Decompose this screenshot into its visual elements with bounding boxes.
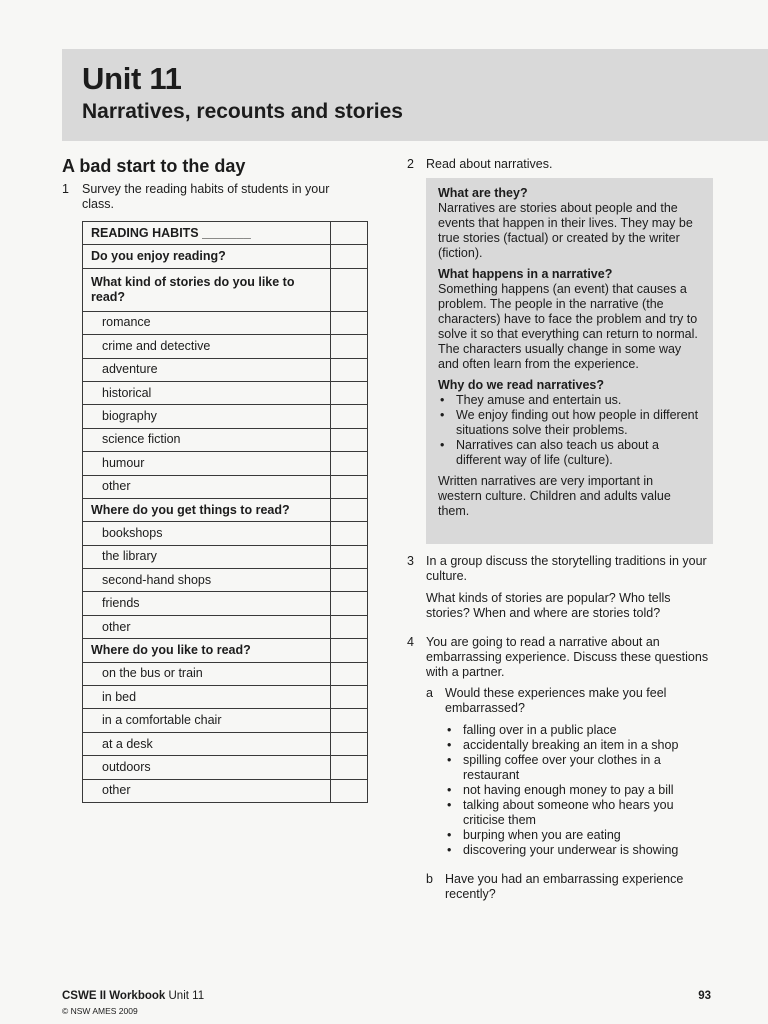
info-heading-happens: What happens in a narrative? [438, 267, 613, 281]
question-1-text: Survey the reading habits of students in your class. [82, 182, 330, 211]
question-4a-text: Would these experiences make you feel embarrassed? [445, 686, 667, 715]
table-row [83, 756, 368, 779]
table-row [83, 686, 368, 709]
unit-header [62, 49, 768, 141]
table-row [83, 662, 368, 685]
answer-cell [331, 545, 368, 568]
info-bullet: • We enjoy finding out how people in different situations solve their problems. [438, 408, 700, 438]
table-header-row [83, 245, 368, 268]
answer-cell [331, 335, 368, 358]
answer-cell [331, 222, 368, 245]
experience-item: • burping when you are eating [446, 828, 708, 843]
answer-cell [331, 756, 368, 779]
option-cell: biography [83, 405, 331, 428]
info-bullet: • Narratives can also teach us about a different way of life (culture). [438, 438, 700, 468]
page-number: 93 [698, 990, 711, 1002]
reading-habits-table [82, 221, 368, 803]
question-3-block [426, 554, 716, 621]
answer-cell [331, 405, 368, 428]
table-header-row [83, 639, 368, 662]
unit-subtitle: Narratives, recounts and stories [82, 100, 403, 123]
option-cell: at a desk [83, 732, 331, 755]
answer-cell [331, 311, 368, 334]
answer-cell [331, 475, 368, 498]
option-cell: outdoors [83, 756, 331, 779]
info-heading-what: What are they? [438, 186, 528, 200]
question-2-number: 2 [407, 157, 414, 171]
unit-title: Unit 11 [82, 61, 182, 96]
table-row [83, 428, 368, 451]
question-3-number: 3 [407, 554, 414, 568]
experience-item: • falling over in a public place [446, 723, 708, 738]
info-bullet-list [438, 393, 700, 468]
option-cell: second-hand shops [83, 569, 331, 592]
table-row [83, 475, 368, 498]
answer-cell [331, 779, 368, 802]
table-row [83, 452, 368, 475]
option-cell: humour [83, 452, 331, 475]
footer-book-title [62, 989, 204, 1003]
info-bullet: • They amuse and entertain us. [438, 393, 700, 408]
option-cell: science fiction [83, 428, 331, 451]
embarrassing-experiences-list [446, 723, 708, 858]
answer-cell [331, 522, 368, 545]
question-cell: Where do you like to read? [83, 639, 331, 662]
answer-cell [331, 592, 368, 615]
table-row [83, 405, 368, 428]
question-4a-letter: a [426, 686, 433, 700]
answer-cell [331, 428, 368, 451]
section-title: A bad start to the day [62, 156, 246, 176]
experience-item: • spilling coffee over your clothes in a restaurant [446, 753, 708, 783]
answer-cell [331, 662, 368, 685]
answer-cell [331, 686, 368, 709]
answer-cell [331, 732, 368, 755]
option-cell: historical [83, 381, 331, 404]
table-row [83, 335, 368, 358]
table-header-row [83, 222, 368, 245]
answer-cell [331, 452, 368, 475]
question-3-subtext: What kinds of stories are popular? Who tells stories? When and where are stories told? [426, 591, 671, 620]
footer-copyright: © NSW AMES 2009 [62, 1006, 138, 1016]
option-cell: bookshops [83, 522, 331, 545]
option-cell: on the bus or train [83, 662, 331, 685]
experience-item: • discovering your underwear is showing [446, 843, 708, 858]
option-cell: adventure [83, 358, 331, 381]
table-row [83, 522, 368, 545]
option-cell: friends [83, 592, 331, 615]
experience-item: • talking about someone who hears you criticise them [446, 798, 708, 828]
answer-cell [331, 381, 368, 404]
table-row [83, 545, 368, 568]
narratives-info-box [426, 178, 713, 544]
option-cell: crime and detective [83, 335, 331, 358]
table-header-row [83, 268, 368, 311]
table-row [83, 311, 368, 334]
answer-cell [331, 498, 368, 521]
table-row [83, 381, 368, 404]
answer-cell [331, 245, 368, 268]
question-4b-letter: b [426, 872, 433, 886]
option-cell: in a comfortable chair [83, 709, 331, 732]
table-row [83, 732, 368, 755]
question-cell: Where do you get things to read? [83, 498, 331, 521]
table-row [83, 569, 368, 592]
table-row [83, 615, 368, 638]
question-4-text: You are going to read a narrative about an embarrassing experience. Discuss these questions with a partner. [426, 635, 709, 679]
option-cell: other [83, 475, 331, 498]
question-cell: What kind of stories do you like to read? [83, 268, 331, 311]
question-4-number: 4 [407, 635, 414, 649]
table-row [83, 592, 368, 615]
option-cell: other [83, 615, 331, 638]
experience-item: • accidentally breaking an item in a shop [446, 738, 708, 753]
info-heading-why: Why do we read narratives? [438, 378, 605, 392]
table-row [83, 358, 368, 381]
question-4b-text: Have you had an embarrassing experience recently? [445, 872, 684, 901]
answer-cell [331, 268, 368, 311]
option-cell: in bed [83, 686, 331, 709]
answer-cell [331, 569, 368, 592]
experience-item: • not having enough money to pay a bill [446, 783, 708, 798]
question-2-text: Read about narratives. [426, 157, 553, 171]
option-cell: the library [83, 545, 331, 568]
question-cell: READING HABITS _______ [83, 222, 331, 245]
answer-cell [331, 709, 368, 732]
table-row [83, 779, 368, 802]
question-1-number: 1 [62, 182, 69, 196]
question-cell: Do you enjoy reading? [83, 245, 331, 268]
info-paragraph-written: Written narratives are very important in western culture. Children and adults value them. [438, 474, 671, 518]
option-cell: romance [83, 311, 331, 334]
answer-cell [331, 358, 368, 381]
answer-cell [331, 615, 368, 638]
footer-unit: Unit 11 [168, 990, 205, 1002]
info-paragraph-happens: Something happens (an event) that causes a problem. The people in the narrative (the characters) have to face the problem and try to solve it so that everything can return to normal. The characters usually change in some way and often learn from the experience. [438, 282, 698, 371]
table-row [83, 709, 368, 732]
info-paragraph-what: Narratives are stories about people and the events that happen in their lives. They may be true stories (factual) or created by the writer (fiction). [438, 201, 693, 260]
footer-book-name: CSWE II Workbook [62, 990, 166, 1002]
answer-cell [331, 639, 368, 662]
question-3-text: In a group discuss the storytelling traditions in your culture. [426, 554, 707, 583]
table-header-row [83, 498, 368, 521]
option-cell: other [83, 779, 331, 802]
